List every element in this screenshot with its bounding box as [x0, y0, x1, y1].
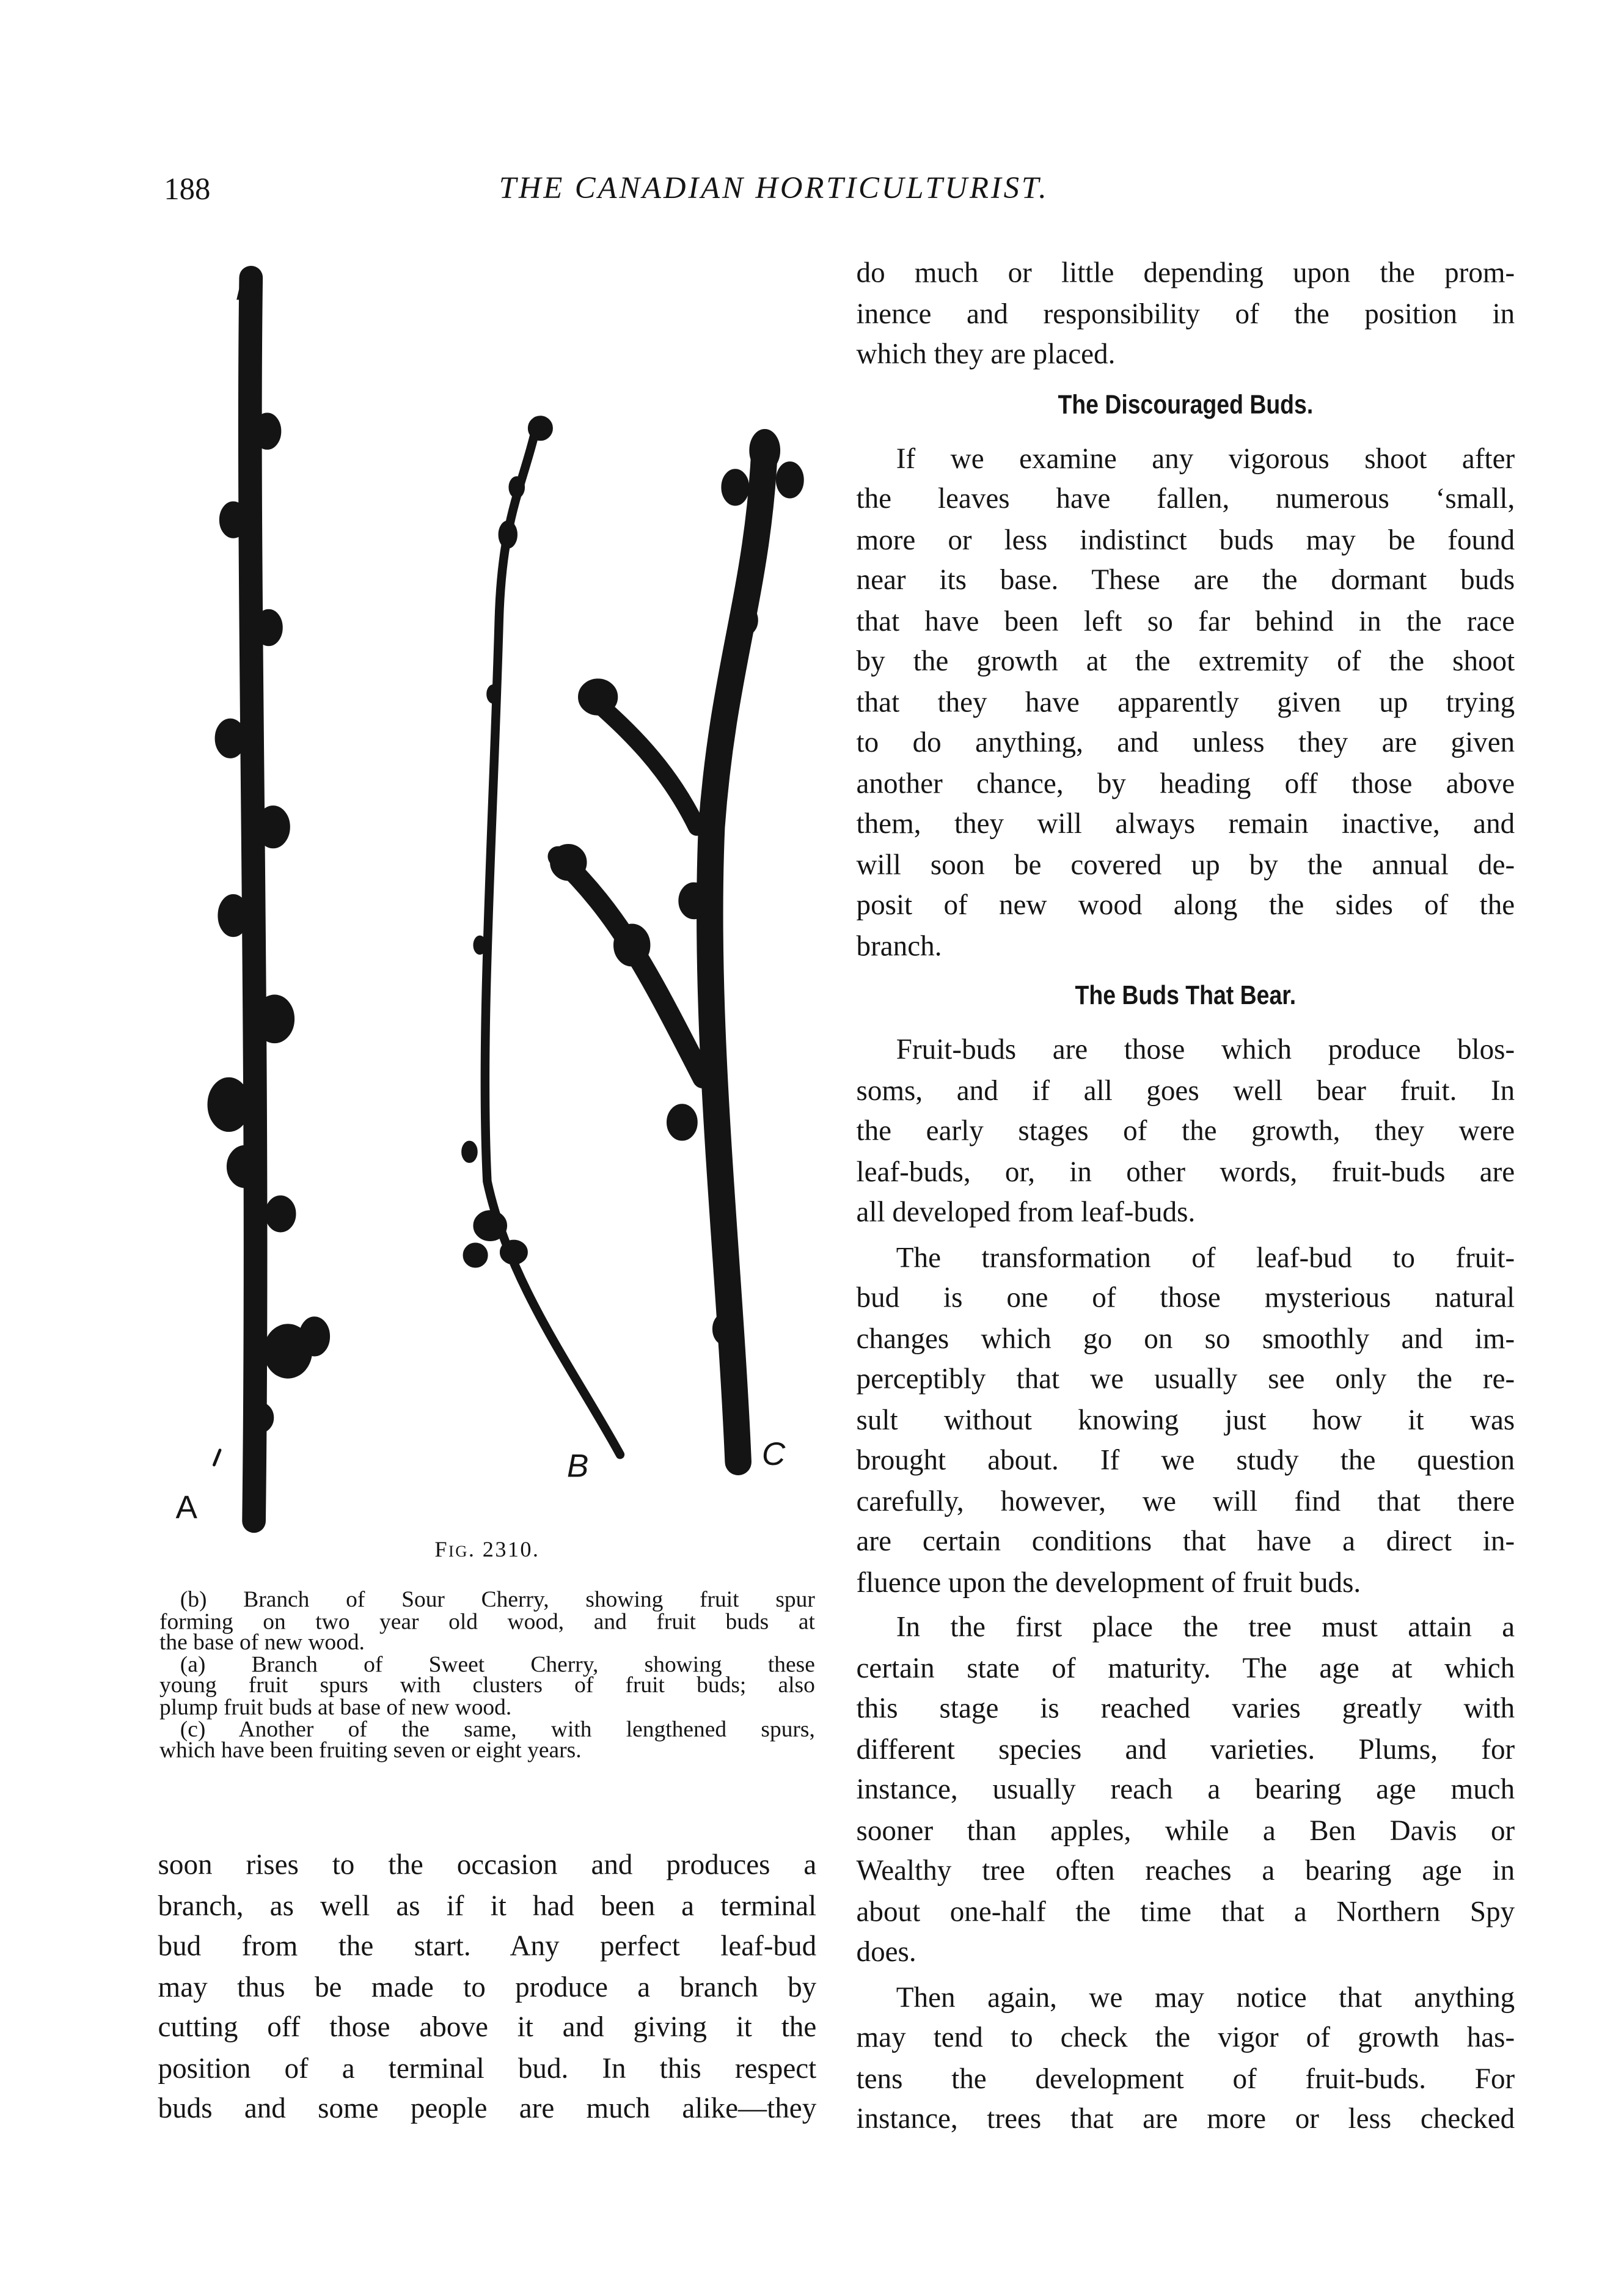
paragraph	[857, 439, 1515, 967]
text-line: may tend to check the vigor of growth has-	[856, 2023, 1515, 2055]
figure-caption	[159, 1587, 815, 1764]
paragraph	[158, 1846, 817, 2130]
text-line: do much or little depending upon the prom-	[856, 258, 1515, 290]
text-line: instance, trees that are more or less checked	[856, 2104, 1515, 2136]
label-a: A	[175, 1489, 198, 1526]
right-column-text	[857, 254, 1515, 2141]
text-line: cutting off those above it and giving it the	[158, 2012, 817, 2044]
text-line: leaf-buds, or, in other words, fruit-buds are	[856, 1157, 1515, 1188]
caption-line: (a) Branch of Sweet Cherry, showing these	[180, 1652, 815, 1678]
caption-line: plump fruit buds at base of new wood.	[159, 1695, 512, 1721]
text-line: may thus be made to produce a branch by	[158, 1972, 817, 2003]
text-line: instance, usually reach a bearing age much	[856, 1775, 1515, 1806]
text-line: brought about. If we study the question	[856, 1445, 1515, 1477]
text-line: are certain conditions that have a direct in-	[856, 1527, 1515, 1558]
caption-line: young fruit spurs with clusters of fruit buds; also	[159, 1673, 815, 1699]
paragraph	[857, 1238, 1515, 1604]
text-line: fluence upon the development of fruit buds.	[856, 1568, 1361, 1599]
paragraph-gap	[857, 1604, 1515, 1608]
text-line: sult without knowing just how it was	[856, 1405, 1515, 1436]
text-line: to do anything, and unless they are given	[856, 728, 1515, 760]
caption-line: (b) Branch of Sour Cherry, showing fruit spur	[180, 1587, 815, 1613]
caption-line: forming on two year old wood, and fruit buds at	[159, 1608, 815, 1634]
running-title: THE CANADIAN HORTICULTURIST.	[499, 169, 1049, 205]
text-line: position of a terminal bud. In this respect	[158, 2053, 817, 2085]
text-line: changes which go on so smoothly and im-	[856, 1324, 1515, 1355]
branch-c-illustration	[550, 430, 803, 1462]
text-line: another chance, by heading off those above	[856, 768, 1515, 800]
section-heading: The Buds That Bear.	[1075, 980, 1297, 1010]
text-line: branch.	[856, 931, 942, 963]
text-line: more or less indistinct buds may be found	[856, 525, 1515, 556]
text-line: near its base. These are the dormant buds	[856, 565, 1515, 597]
text-line: Then again, we may notice that anything	[896, 1982, 1515, 2014]
text-line: that have been left so far behind in the race	[856, 606, 1515, 637]
left-column-text	[158, 1846, 817, 2130]
text-line: about one-half the time that a Northern Spy	[856, 1896, 1515, 1928]
text-line: branch, as well as if it had been a terminal	[158, 1891, 817, 1922]
text-line: the early stages of the growth, they were	[856, 1116, 1515, 1148]
text-line: inence and responsibility of the position in	[856, 299, 1515, 331]
text-line: posit of new wood along the sides of the	[856, 890, 1515, 922]
label-b: B	[566, 1448, 589, 1484]
text-line: will soon be covered up by the annual de-	[856, 849, 1515, 881]
text-line: the leaves have fallen, numerous ‘small,	[856, 484, 1515, 516]
text-line: bud is one of those mysterious natural	[856, 1283, 1515, 1315]
paragraph	[857, 1978, 1515, 2141]
text-line: tens the development of fruit-buds. For	[856, 2063, 1515, 2095]
text-line: soms, and if all goes well bear fruit. In	[856, 1076, 1515, 1107]
text-line: by the growth at the extremity of the shoot	[856, 647, 1515, 678]
text-line: carefully, however, we will find that there	[856, 1486, 1515, 1517]
paragraph	[857, 1608, 1515, 1973]
text-line: Wealthy tree often reaches a bearing age in	[856, 1856, 1515, 1888]
text-line: different species and varieties. Plums, for	[856, 1734, 1515, 1766]
text-line: certain state of maturity. The age at which	[856, 1653, 1515, 1684]
text-line: buds and some people are much alike—they	[158, 2094, 817, 2125]
paragraph	[857, 254, 1515, 376]
text-line: which they are placed.	[856, 339, 1116, 371]
text-line: soon rises to the occasion and produces a	[158, 1850, 817, 1882]
branch-b-illustration	[462, 416, 620, 1454]
page-number: 188	[164, 171, 211, 207]
text-line: Fruit-buds are those which produce blos-	[896, 1035, 1515, 1066]
section-heading: The Discouraged Buds.	[1058, 389, 1314, 419]
text-line: If we examine any vigorous shoot after	[896, 444, 1515, 475]
paragraph	[857, 1031, 1515, 1234]
text-line: The transformation of leaf-bud to fruit-	[896, 1242, 1515, 1274]
caption-line: (c) Another of the same, with lengthened spurs,	[180, 1717, 815, 1742]
branch-a-illustration	[208, 270, 329, 1521]
paragraph-gap	[857, 1234, 1515, 1238]
text-line: them, they will always remain inactive, and	[856, 809, 1515, 840]
text-line: all developed from leaf-buds.	[856, 1197, 1196, 1229]
text-line: does.	[856, 1937, 916, 1969]
caption-line: the base of new wood.	[159, 1630, 365, 1656]
text-line: In the first place the tree must attain a	[896, 1612, 1515, 1644]
text-line: this stage is reached varies greatly with	[856, 1693, 1515, 1725]
text-line: that they have apparently given up trying	[856, 687, 1515, 719]
text-line: perceptibly that we usually see only the re-	[856, 1364, 1515, 1396]
text-line: sooner than apples, while a Ben Davis or	[856, 1815, 1515, 1847]
text-line: bud from the start. Any perfect leaf-bud	[158, 1931, 817, 1963]
caption-line: which have been fruiting seven or eight years.	[159, 1738, 582, 1764]
figure-number: Fig. 2310.	[434, 1538, 540, 1563]
paragraph-gap	[857, 1974, 1515, 1978]
label-c: C	[761, 1436, 786, 1473]
